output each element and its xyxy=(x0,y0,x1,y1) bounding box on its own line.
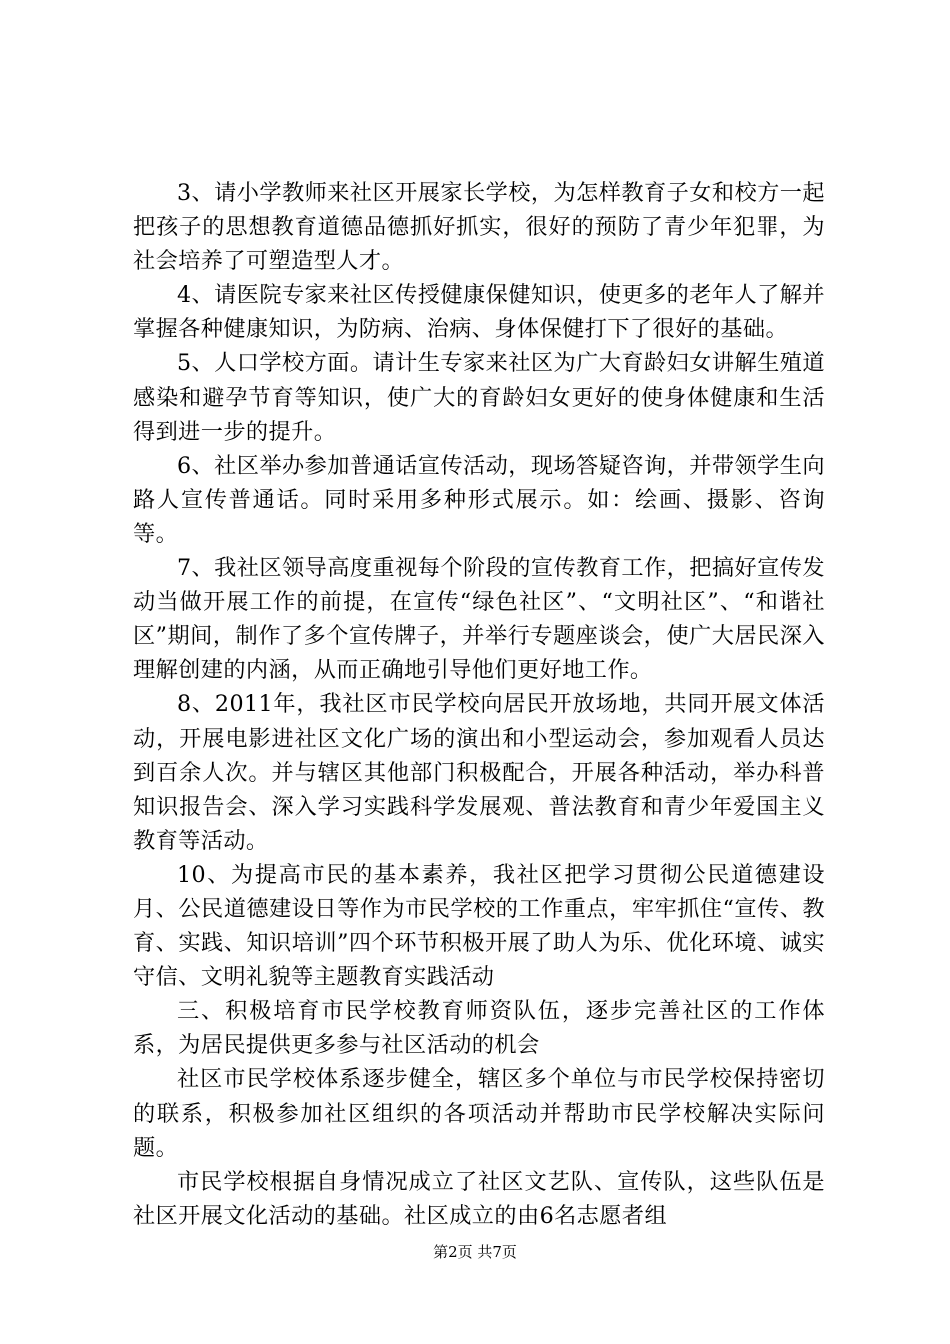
paragraph-item-3: 3、请小学教师来社区开展家长学校，为怎样教育子女和校方一起把孩子的思想教育道德品德抓好抓实，很好的预防了青少年犯罪，为社会培养了可塑造型人才。 xyxy=(133,180,825,275)
paragraph-item-10: 10、为提高市民的基本素养，我社区把学习贯彻公民道德建设月、公民道德建设日等作为市民学校的工作重点，牢牢抓住“宣传、教育、实践、知识培训”四个环节积极开展了助人为乐、优化环境、诚实守信、文明礼貌等主题教育实践活动 xyxy=(133,861,825,991)
page-footer xyxy=(0,1242,950,1262)
paragraph-item-7: 7、我社区领导高度重视每个阶段的宣传教育工作，把搞好宣传发动当做开展工作的前提，在宣传“绿色社区”、“文明社区”、“和谐社区”期间，制作了多个宣传牌子，并举行专题座谈会，使广大居民深入理解创建的内涵，从而正确地引导他们更好地工作。 xyxy=(133,555,825,684)
paragraph-system: 社区市民学校体系逐步健全，辖区多个单位与市民学校保持密切的联系，积极参加社区组织的各项活动并帮助市民学校解决实际问题。 xyxy=(133,1066,825,1161)
paragraph-item-4: 4、请医院专家来社区传授健康保健知识，使更多的老年人了解并掌握各种健康知识，为防病、治病、身体保健打下了很好的基础。 xyxy=(133,282,825,343)
paragraph-item-5: 5、人口学校方面。请计生专家来社区为广大育龄妇女讲解生殖道感染和避孕节育等知识，使广大的育龄妇女更好的使身体健康和生活得到进一步的提升。 xyxy=(133,350,825,445)
document-body xyxy=(133,176,825,1233)
paragraph-item-8: 8、2011年，我社区市民学校向居民开放场地，共同开展文体活动，开展电影进社区文化广场的演出和小型运动会，参加观看人员达到百余人次。并与辖区其他部门积极配合，开展各种活动，举办科普知识报告会、深入学习实践科学发展观、普法教育和青少年爱国主义教育等活动。 xyxy=(133,691,825,854)
section-heading-3: 三、积极培育市民学校教育师资队伍，逐步完善社区的工作体系，为居民提供更多参与社区活动的机会 xyxy=(133,998,825,1059)
paragraph-item-6: 6、社区举办参加普通话宣传活动，现场答疑咨询，并带领学生向路人宣传普通话。同时采用多种形式展示。如：绘画、摄影、咨询等。 xyxy=(133,452,825,547)
page-number-label: 第2页 共7页 xyxy=(433,1243,517,1261)
paragraph-teams: 市民学校根据自身情况成立了社区文艺队、宣传队，这些队伍是社区开展文化活动的基础。社区成立的由6名志愿者组 xyxy=(133,1168,825,1229)
